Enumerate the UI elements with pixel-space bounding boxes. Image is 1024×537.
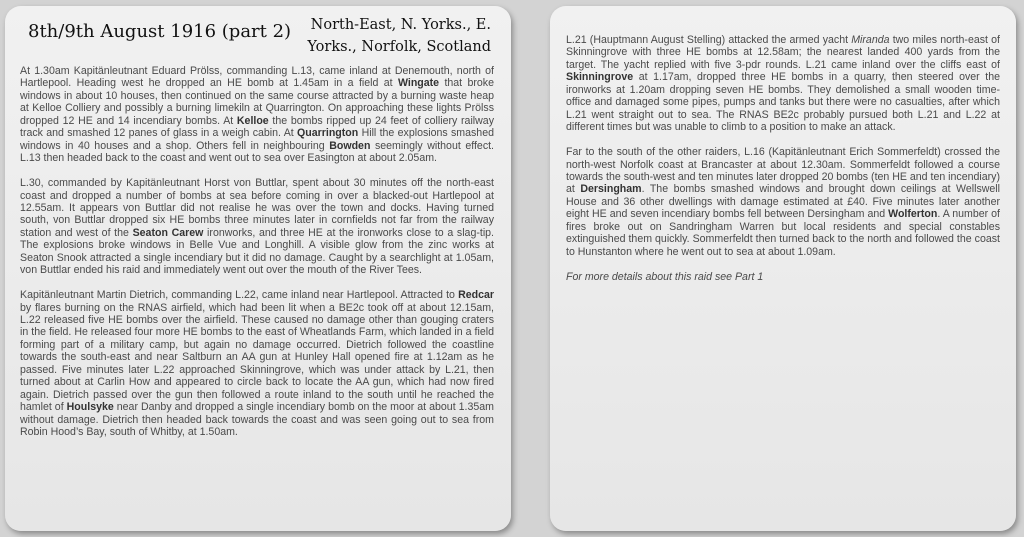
part1-note: For more details about this raid see Part 1 [566,270,764,283]
place-name: Houlsyke [66,401,114,414]
place-name: Dersingham [580,183,642,196]
left-column-text [20,65,494,451]
place-name: Quarrington [297,127,359,140]
place-name: Kelloe [236,114,269,127]
place-name: Redcar [458,289,494,302]
paragraph-l13: At 1.30am Kapitänleutnant Eduard Prölss, commanding L.13, came inland at Denemouth, north of Hartlepool. Heading west he dropped an HE bomb at 1.45am in a field at Wingate that broke windows in about 10 houses, then continued on the same course attracted by a burning waste heap at Kelloe Colliery and possibly a burning limekiln at Quarrington. On approaching these lights Prölss dropped 12 HE and 14 incendiary bombs. At Kelloe the bombs ripped up 24 feet of colliery railway track and smashed 12 panes of glass in a weigh cabin. At Quarrington Hill the explosions smashed windows in 40 houses and a shop. Others fell in neighbouring Bowden seemingly without effect. L.13 then headed back to the coast and went out to sea over Easington at about 2.05am. [20,65,494,165]
paragraph-l22: Kapitänleutnant Martin Dietrich, commanding L.22, came inland near Hartlepool. Attracted to Redcar by flares burning on the RNAS airfield, which had been lit when a BE2c took off at about 12.15am, L.22 released five HE bombs over the airfield. These caused no damage other than gouging craters in the field. He released four more HE bombs to the east of Wheatlands Farm, which landed in a field forming part of a military camp, but again no damage occurred. Dietrich followed the coastline towards the south-east and near Saltburn an AA gun at Hunley Hall opened fire at 1.12am as he passed. Five minutes later L.22 approached Skinningrove, which was under attack by L.21, then turned about at Carlin How and appeared to circle back to locate the AA gun, which had now fired again. Dietrich passed over the gun then followed a route inland to the south until he reached the hamlet of Houlsyke near Danby and dropped a single incendiary bomb on the moor at about 1.35am without damage. Dietrich then headed back towards the coast and was seen going out to sea from Robin Hood’s Bay, south of Whitby, at 1.50am. [20,289,494,439]
paragraph-l30: L.30, commanded by Kapitänleutnant Horst von Buttlar, spent about 30 minutes off the north-east coast and dropped a number of bombs at sea before coming in over a blacked-out Hartlepool at 12.55am. It appears von Buttlar did not realise he was over the town and docks. Having turned south, von Buttlar dropped six HE bombs three minutes later in cornfields not far from the railway station and west of the Seaton Carew ironworks, and three HE at the ironworks close to a slag-tip. The explosions broke windows in Belle Vue and Longhill. A visible glow from the zinc works at Seaton Snook attracted a single incendiary but it did no damage. Caught by a searchlight at 1.05am, von Buttlar ended his raid and immediately went out over the mouth of the River Tees. [20,177,495,277]
paragraph-l21: L.21 (Hauptmann August Stelling) attacked the armed yacht Miranda two miles north-east of Skinningrove with three HE bombs at 12.58am; the nearest landed 400 yards from the target. The yacht replied with five 3-pdr rounds. L.21 came inland over the cliffs east of Skinningrove at 1.17am, dropped three HE bombs in a quarry, then steered over the ironworks at 1.20am dropping seven HE bombs. They demolished a small wooden time-office and damaged some pipes, pumps and tanks but there were no casualties, after which L.21 went straight out to sea. The RNAS BE2c probably pursued both L.21 and L.22 at different times but was unable to climb to a position to make an attack. [566,34,1000,134]
region-heading [307,14,491,58]
region-line-1: North-East, N. Yorks., E. [310,17,491,33]
left-page [5,6,511,531]
place-name: Wolferton [888,208,938,221]
place-name: Bowden [329,139,371,152]
place-name: Skinningrove [566,71,634,84]
ship-name: Miranda [851,34,890,46]
right-column-text [566,34,1000,295]
paragraph-l16: Far to the south of the other raiders, L.16 (Kapitänleutnant Erich Sommerfeldt) crossed the north-west Norfolk coast at Brancaster at about 12.30am. Sommerfeldt followed a course towards the south-west and ten minutes later dropped 20 bombs (ten HE and ten incendiary) at Dersingham. The bombs smashed windows and brought down ceilings at Wellswell House and 36 other dwellings with damage estimated at £40. Five minutes later another eight HE and seven incendiary bombs fell between Dersingham and Wolferton. A number of fires broke out on Sandringham Warren but local residents and special constables extinguished them quickly. Sommerfeldt then turned back to the north and followed the coast to Hunstanton where he went out to sea at about 1.09am. [566,146,1001,258]
place-name: Seaton Carew [132,226,204,239]
right-page [550,6,1016,531]
place-name: Wingate [397,77,440,90]
page-title: 8th/9th August 1916 (part 2) [28,21,292,42]
region-line-2: Yorks., Norfolk, Scotland [307,39,491,55]
